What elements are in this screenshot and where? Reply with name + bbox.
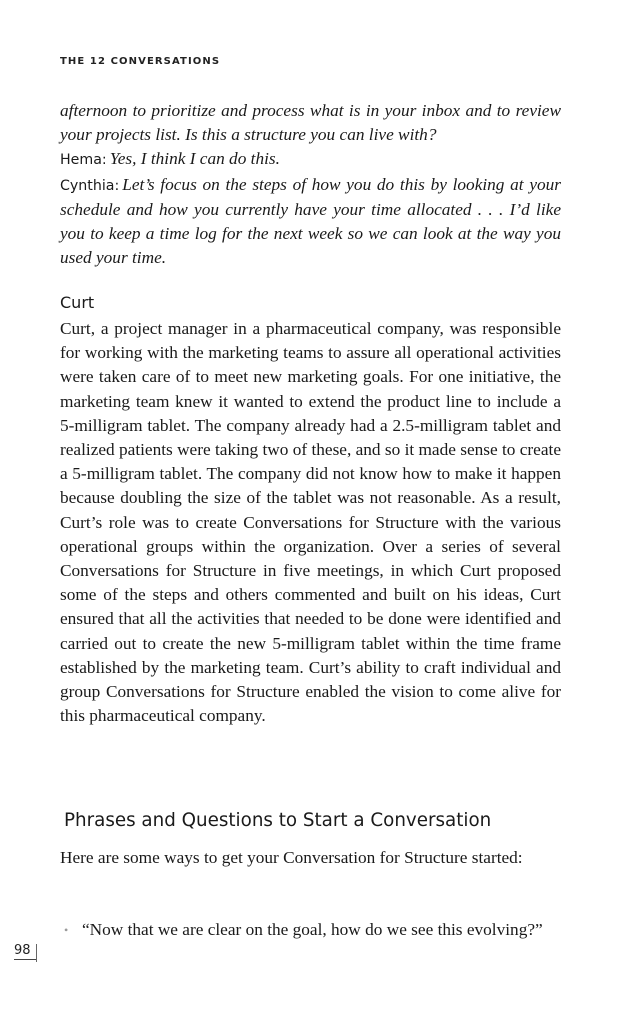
page-number-divider: [36, 944, 37, 962]
section-intro: Here are some ways to get your Conversation for Structure started:: [60, 848, 523, 867]
dialogue-turn: [60, 147, 561, 172]
speaker-label: Hema:: [60, 152, 107, 169]
dialogue-excerpt: [60, 99, 561, 270]
dialogue-continuation: afternoon to prioritize and process what is in your inbox and to review your projects list. Is this a structure you can live with?: [60, 101, 561, 145]
case-study-body: Curt, a project manager in a pharmaceutical company, was responsible for working with the marketing teams to assure all operational activities were taken care of to meet new marketing goals. For one initiative, the marketing team knew it wanted to extend the product line to include a 5-milligram tablet. The company already had a 2.5-milligram tablet and realized patients were taking two of these, and so it made sense to create a 5-milligram tablet. The company did not know how to make it happen because doubling the size of the tablet was not reasonable. As a result, Curt’s role was to create Conversations for Structure with the various operational groups within the organization. Over a series of several Conversations for Structure in five meetings, in which Curt proposed some of the steps and others commented and built on his ideas, Curt ensured that all the activities that needed to be done were identified and carried out to create the new 5-milligram tablet within the time frame established by the marketing team. Curt’s ability to craft individual and group Conversations for Structure enabled the vision to come alive for this pharmaceutical company.: [60, 319, 561, 726]
speaker-label: Cynthia:: [60, 177, 120, 194]
dialogue-text: Let’s focus on the steps of how you do this by looking at your schedule and how you currently have your time allocated . . . I’d like you to keep a time log for the next week so we can look at the way you used your time.: [60, 174, 561, 268]
running-head: THE 12 CONVERSATIONS: [60, 56, 221, 67]
page-number: 98: [14, 943, 37, 960]
list-item: [62, 918, 562, 942]
list-item-text: “Now that we are clear on the goal, how do we see this evolving?”: [82, 920, 543, 939]
dialogue-turn: [60, 173, 561, 271]
phrase-list: [62, 918, 562, 942]
bullet-icon: •: [64, 923, 69, 937]
section-heading: Phrases and Questions to Start a Conversation: [64, 810, 492, 831]
case-study-heading: Curt: [60, 293, 95, 312]
dialogue-text: Yes, I think I can do this.: [109, 149, 280, 169]
